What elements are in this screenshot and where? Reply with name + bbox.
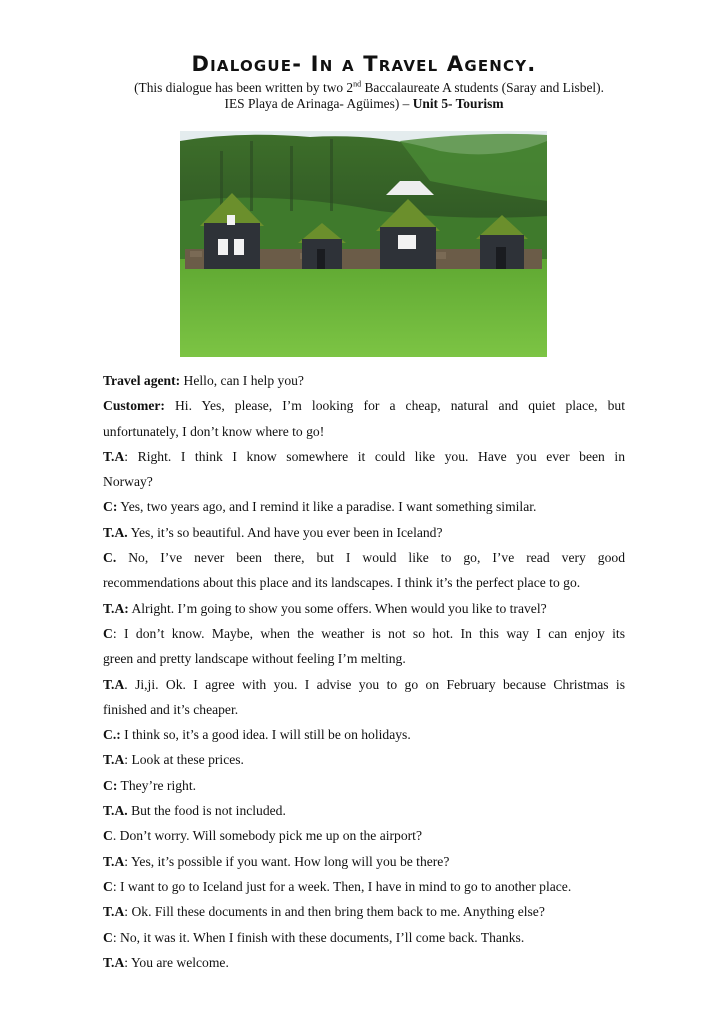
dialogue-line bbox=[103, 874, 625, 899]
line-text: unfortunately, I don’t know where to go! bbox=[103, 423, 325, 439]
dialogue-line bbox=[103, 925, 625, 950]
speaker-label: Customer: bbox=[103, 398, 165, 414]
school-name: IES Playa de Arinaga- Agüimes) – bbox=[224, 96, 413, 111]
speaker-label: C: bbox=[103, 777, 118, 793]
dialogue-line bbox=[103, 545, 625, 570]
dialogue-line bbox=[103, 773, 625, 798]
line-text: Yes, two years ago, and I remind it like a paradise. I want something similar. bbox=[117, 499, 537, 515]
dialogue-line bbox=[103, 494, 625, 519]
line-text: : Ok. Fill these documents in and then bring them back to me. Anything else? bbox=[124, 904, 545, 920]
speaker-label: T.A bbox=[103, 904, 125, 920]
dialogue-line bbox=[103, 469, 625, 494]
line-text: recommendations about this place and its landscapes. I think it’s the perfect place to go. bbox=[103, 575, 581, 591]
subtitle-line-1 bbox=[104, 80, 634, 96]
line-text: : Look at these prices. bbox=[124, 752, 244, 768]
subtitle-part-1: (This dialogue has been written by two 2 bbox=[134, 80, 354, 95]
line-text: Hello, can I help you? bbox=[180, 373, 304, 388]
subtitle-part-2: Baccalaureate A students (Saray and Lisbel). bbox=[361, 80, 604, 95]
speaker-label: T.A bbox=[103, 853, 125, 869]
speaker-label: T.A bbox=[103, 954, 125, 970]
line-text: : Right. I think I know somewhere it could like you. Have you ever been in bbox=[124, 448, 625, 464]
speaker-label: C bbox=[103, 929, 113, 945]
line-text: . Ji,ji. Ok. I agree with you. I advise you to go on February because Christmas is bbox=[124, 676, 625, 692]
unit-label: Unit 5- Tourism bbox=[412, 96, 504, 111]
line-text: : No, it was it. When I finish with these documents, I’ll come back. Thanks. bbox=[112, 929, 525, 945]
speaker-label: C bbox=[103, 828, 113, 844]
line-text: : I want to go to Iceland just for a week. Then, I have in mind to go to another place. bbox=[112, 878, 572, 894]
turf-houses-photo bbox=[180, 131, 547, 357]
line-text: I think so, it’s a good idea. I will still be on holidays. bbox=[120, 727, 411, 743]
dialogue-line bbox=[103, 646, 625, 671]
line-text: : You are welcome. bbox=[124, 954, 229, 970]
document-title: Dialogue- In a Travel Agency. bbox=[191, 52, 537, 76]
subtitle-line-2 bbox=[0, 96, 728, 112]
turf-houses-illustration bbox=[180, 131, 547, 357]
dialogue-line bbox=[103, 419, 625, 444]
line-text: Alright. I’m going to show you some offers. When would you like to travel? bbox=[128, 600, 547, 616]
line-text: Norway? bbox=[103, 474, 153, 490]
speaker-label: T.A bbox=[103, 752, 125, 768]
dialogue-line bbox=[103, 899, 625, 924]
dialogue-line bbox=[103, 722, 625, 747]
dialogue-body bbox=[103, 368, 625, 975]
dialogue-line bbox=[103, 368, 625, 393]
speaker-label: C.: bbox=[103, 727, 121, 743]
dialogue-line bbox=[103, 444, 625, 469]
dialogue-line bbox=[103, 950, 625, 975]
speaker-label: T.A. bbox=[103, 803, 128, 819]
speaker-label: T.A bbox=[103, 676, 125, 692]
speaker-label: Travel agent: bbox=[103, 373, 181, 388]
speaker-label: C: bbox=[103, 499, 118, 515]
speaker-label: T.A: bbox=[103, 600, 129, 616]
line-text: finished and it’s cheaper. bbox=[103, 701, 239, 717]
line-text: Yes, it’s so beautiful. And have you ever been in Iceland? bbox=[127, 524, 443, 540]
dialogue-line bbox=[103, 849, 625, 874]
ordinal-suffix: nd bbox=[353, 79, 362, 89]
speaker-label: C bbox=[103, 625, 113, 641]
dialogue-line bbox=[103, 570, 625, 595]
speaker-label: C bbox=[103, 878, 113, 894]
line-text: They’re right. bbox=[117, 777, 197, 793]
line-text: But the food is not included. bbox=[127, 803, 286, 819]
dialogue-line bbox=[103, 697, 625, 722]
dialogue-line bbox=[103, 596, 625, 621]
speaker-label: C. bbox=[103, 550, 117, 566]
line-text: : Yes, it’s possible if you want. How long will you be there? bbox=[124, 853, 450, 869]
line-text: . Don’t worry. Will somebody pick me up on the airport? bbox=[112, 828, 422, 844]
line-text: Hi. Yes, please, I’m looking for a cheap, natural and quiet place, but bbox=[164, 398, 625, 414]
speaker-label: T.A. bbox=[103, 524, 128, 540]
dialogue-line bbox=[103, 393, 625, 418]
dialogue-line bbox=[103, 747, 625, 772]
dialogue-line bbox=[103, 520, 625, 545]
line-text: No, I’ve never been there, but I would like to go, I’ve read very good bbox=[116, 550, 625, 566]
dialogue-line bbox=[103, 798, 625, 823]
dialogue-line bbox=[103, 621, 625, 646]
dialogue-line bbox=[103, 823, 625, 848]
line-text: green and pretty landscape without feeling I’m melting. bbox=[103, 651, 406, 667]
line-text: : I don’t know. Maybe, when the weather is not so hot. In this way I can enjoy its bbox=[112, 625, 625, 641]
dialogue-line bbox=[103, 672, 625, 697]
speaker-label: T.A bbox=[103, 448, 125, 464]
